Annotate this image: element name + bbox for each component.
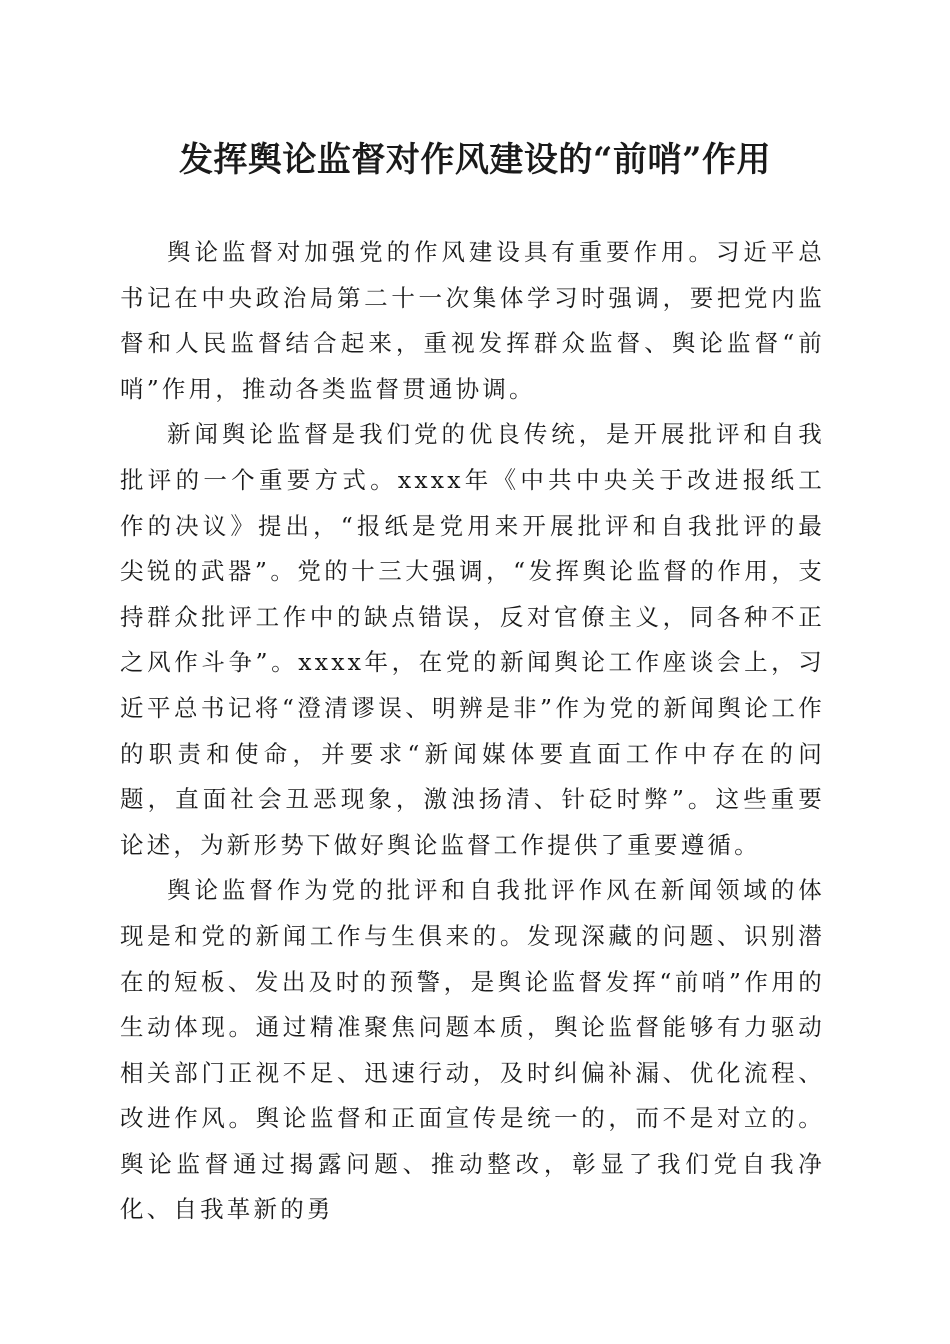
document-body (120, 230, 825, 1233)
body-paragraph: 舆论监督作为党的批评和自我批评作风在新闻领域的体现是和党的新闻工作与生俱来的。发现深藏的问题、识别潜在的短板、发出及时的预警，是舆论监督发挥“前哨”作用的生动体现。通过精准聚焦问题本质，舆论监督能够有力驱动相关部门正视不足、迅速行动，及时纠偏补漏、优化流程、改进作风。舆论监督和正面宣传是统一的，而不是对立的。舆论监督通过揭露问题、推动整改，彰显了我们党自我净化、自我革新的勇 (120, 876, 825, 1224)
body-paragraph: 新闻舆论监督是我们党的优良传统，是开展批评和自我批评的一个重要方式。xxxx年《中共中央关于改进报纸工作的决议》提出，“报纸是党用来开展批评和自我批评的最尖锐的武器”。党的十三大强调，“发挥舆论监督的作用，支持群众批评工作中的缺点错误，反对官僚主义，同各种不正之风作斗争”。xxxx年，在党的新闻舆论工作座谈会上，习近平总书记将“澄清谬误、明辨是非”作为党的新闻舆论工作的职责和使命，并要求“新闻媒体要直面工作中存在的问题，直面社会丑恶现象，激浊扬清、针砭时弊”。这些重要论述，为新形势下做好舆论监督工作提供了重要遵循。 (120, 420, 825, 859)
body-paragraph: 舆论监督对加强党的作风建设具有重要作用。习近平总书记在中央政治局第二十一次集体学习时强调，要把党内监督和人民监督结合起来，重视发挥群众监督、舆论监督“前哨”作用，推动各类监督贯通协调。 (120, 238, 825, 403)
document-title: 发挥舆论监督对作风建设的“前哨”作用 (178, 140, 772, 180)
